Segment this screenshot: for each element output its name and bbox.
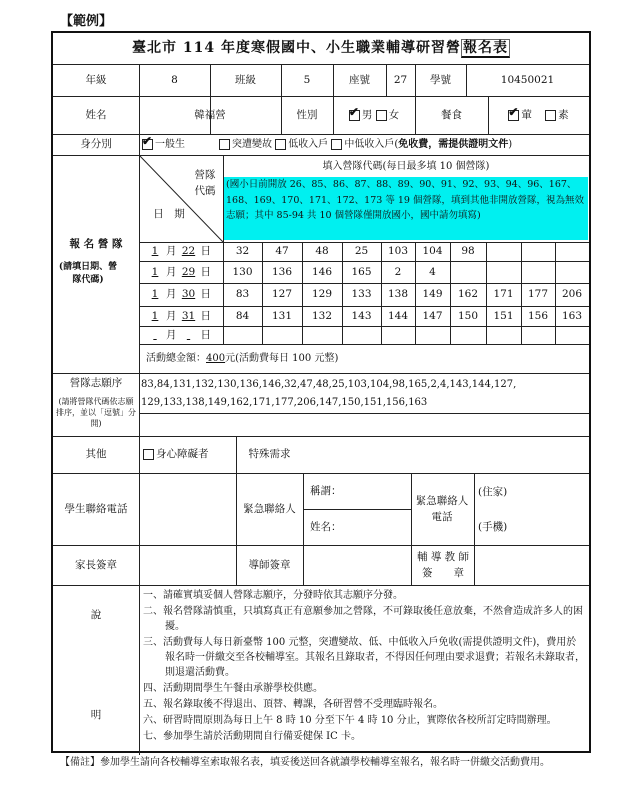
contact-name-label: 姓名：	[310, 520, 342, 533]
camp-code-cell[interactable]: 133	[351, 288, 372, 300]
form-title	[51, 37, 591, 57]
month-unit: 月	[166, 288, 177, 300]
grade-value[interactable]: 8	[171, 73, 178, 86]
total-suffix: 元(活動費每日 100 元整)	[225, 353, 339, 364]
month-unit: 月	[166, 328, 177, 341]
camp-code-cell[interactable]: 83	[235, 288, 250, 300]
camp-code-cell[interactable]	[415, 326, 450, 344]
month-unit: 月	[166, 245, 177, 257]
instruction-body: (國小日前開放 26、85、86、87、88、89、90、91、92、93、94、96、167、168、169、170、171、172、173 等 19 個營隊，填到其他非開放營隊，視為無效志願；其中 85-94 共 10 個營隊僅開放國小，國中請勿填寫)	[226, 179, 584, 221]
camp-code-cell[interactable]: 144	[387, 309, 409, 322]
diag-code-label: 代碼	[194, 184, 216, 197]
camp-code-cell[interactable]: 146	[311, 265, 333, 278]
student-id-label: 學號	[430, 73, 451, 86]
veg-checkbox[interactable]	[545, 110, 556, 121]
general-checkbox[interactable]	[142, 139, 153, 150]
relation-label: 稱謂：	[310, 484, 342, 497]
home-phone-label: (住家)	[478, 485, 508, 498]
emergency-phone-label: 緊急聯絡人電話	[415, 495, 469, 523]
camp-code-cell[interactable]	[486, 242, 521, 261]
name-label: 姓名	[85, 108, 107, 121]
identity-options	[142, 134, 587, 155]
title-main: 臺北市 114 年度寒假國中、小生職業輔導研習營	[132, 40, 461, 56]
male-label: 男	[361, 108, 373, 121]
camp-code-cell[interactable]: 130	[232, 265, 253, 278]
camp-code-cell[interactable]	[381, 326, 415, 344]
note-item: 二、報名營隊請慎重，只填寫真正有意願參加之營隊，不可錄取後任意放棄，不然會造成許多人的困擾。	[143, 606, 583, 632]
meat-checkbox[interactable]	[508, 110, 519, 121]
camp-date	[144, 326, 222, 344]
camp-month[interactable]: 1	[151, 288, 159, 300]
meal-label: 餐食	[441, 108, 462, 121]
camp-code-cell[interactable]	[486, 326, 521, 344]
camp-code-cell[interactable]	[521, 242, 555, 261]
camp-code-cell[interactable]: 162	[457, 288, 479, 300]
camp-day[interactable]	[177, 329, 201, 342]
preference-line-1[interactable]: 83,84,131,132,130,136,146,32,47,48,25,103,104,98,165,2,4,143,144,127,	[141, 378, 517, 390]
seat-value[interactable]: 27	[393, 73, 408, 86]
disabled-label: 身心障礙者	[156, 448, 209, 460]
other-label: 其他	[85, 448, 107, 460]
name-value[interactable]: 韓福營	[194, 108, 226, 121]
gender-label: 性別	[296, 108, 318, 121]
preference-sub: (請將營隊代碼依志願排序，並以「逗號」分開)	[56, 396, 136, 428]
camp-day[interactable]: 30	[181, 288, 196, 300]
camp-code-cell[interactable]: 84	[235, 309, 250, 322]
camp-code-cell[interactable]: 177	[527, 288, 549, 300]
camp-code-cell[interactable]: 149	[422, 288, 443, 300]
note-item: 六、研習時間原則為每日上午 8 時 10 分至下午 4 時 10 分止，實際依各校所訂定時間辦理。	[143, 715, 557, 726]
camp-code-cell[interactable]	[521, 261, 555, 283]
camp-code-cell[interactable]: 48	[315, 245, 329, 257]
veg-label: 素	[558, 108, 569, 121]
note-item: 七、參加學生請於活動期間自行備妥健保 IC 卡。	[143, 731, 361, 742]
notes-label-bottom: 明	[90, 708, 102, 721]
free-note: 免收費，需提供證明文件	[398, 139, 509, 150]
camp-code-cell[interactable]	[302, 326, 342, 344]
student-id-value[interactable]: 10450021	[500, 73, 555, 86]
camp-code-cell[interactable]: 206	[561, 288, 583, 300]
close-paren: )	[508, 139, 513, 150]
note-item: 五、報名錄取後不得退出、頂替、轉課，各研習營不受理臨時報名。	[143, 699, 443, 710]
camp-code-cell[interactable]: 104	[422, 245, 443, 257]
camp-code-cell[interactable]	[486, 261, 521, 283]
day-unit: 日	[200, 245, 211, 257]
camp-code-cell[interactable]: 4	[429, 265, 436, 278]
preference-line-2[interactable]: 129,133,138,149,162,171,177,206,147,150,151,156,163	[141, 396, 428, 408]
grade-label: 年級	[85, 73, 107, 86]
camp-date	[144, 306, 222, 326]
meat-label: 葷	[521, 108, 532, 121]
camp-date	[144, 283, 222, 306]
low-income-label: 低收入戶	[288, 139, 329, 150]
title-highlight: 報名表	[462, 40, 508, 56]
camp-code-cell[interactable]: 138	[387, 288, 409, 300]
identity-label: 身分別	[80, 138, 112, 150]
instruction-title: 填入營隊代碼(每日最多填 10 個營隊)	[322, 160, 490, 172]
meal-options	[488, 96, 589, 134]
camp-code-cell[interactable]	[555, 242, 589, 261]
camp-date	[144, 261, 222, 283]
disabled-checkbox[interactable]	[143, 449, 154, 460]
camp-code-cell[interactable]: 129	[311, 288, 333, 300]
day-unit: 日	[200, 288, 211, 300]
camp-code-cell[interactable]: 131	[271, 309, 293, 322]
camp-code-cell[interactable]: 47	[275, 245, 289, 257]
camp-code-cell[interactable]: 132	[311, 309, 333, 322]
month-unit: 月	[166, 265, 177, 278]
mentor-signature-label: 導師簽章	[248, 558, 291, 571]
camp-month[interactable]: 1	[151, 309, 159, 322]
camp-code-cell[interactable]	[223, 326, 262, 344]
mid-low-income-label: 中低收入戶(	[344, 139, 399, 150]
camp-code-cell[interactable]	[262, 326, 302, 344]
camp-code-cell[interactable]: 156	[527, 309, 549, 322]
unexpected-checkbox[interactable]	[219, 139, 230, 150]
note-item: 四、活動期間學生午餐由承辦學校供應。	[143, 683, 323, 694]
note-item: 三、活動費每人每日新臺幣 100 元整，突遭變故、低、中低收入戶免收(需提供證明文件)，費用於報名時一併繳交至各校輔導室。其報名且錄取者，不得因任何理由要求退費；若報名未錄取者，則退還活動費。	[143, 637, 585, 678]
camp-code-cell[interactable]: 127	[271, 288, 293, 300]
diag-date-label: 日 期	[153, 207, 185, 220]
low-income-checkbox[interactable]	[275, 139, 286, 150]
emergency-contact-label: 緊急聯絡人	[243, 502, 296, 515]
camp-code-cell[interactable]: 150	[457, 309, 479, 322]
class-value[interactable]: 5	[303, 73, 311, 86]
camp-code-cell[interactable]: 147	[422, 309, 443, 322]
camp-code-cell[interactable]: 98	[461, 245, 475, 257]
class-label: 班級	[235, 73, 256, 86]
seat-label: 座號	[349, 73, 370, 86]
parent-signature-label: 家長簽章	[75, 558, 117, 571]
day-unit: 日	[200, 265, 211, 278]
camp-month[interactable]: 1	[151, 265, 159, 278]
total-label: 活動總金額：	[146, 353, 206, 364]
camp-code-cell[interactable]	[342, 326, 381, 344]
camp-month[interactable]: 1	[151, 245, 159, 257]
day-unit: 日	[200, 328, 211, 341]
camp-code-cell[interactable]: 151	[493, 309, 514, 322]
month-unit: 月	[166, 309, 177, 322]
male-checkbox[interactable]	[349, 110, 360, 121]
camp-day[interactable]: 22	[181, 245, 196, 257]
camp-code-cell[interactable]	[450, 261, 486, 283]
camp-date	[144, 242, 222, 261]
gender-options	[333, 96, 415, 134]
special-needs-label: 特殊需求	[248, 448, 291, 460]
camp-day[interactable]: 29	[181, 265, 196, 278]
camp-code-cell[interactable]: 32	[235, 245, 250, 257]
mid-low-income-checkbox[interactable]	[331, 139, 342, 150]
camp-code-cell[interactable]: 2	[394, 265, 402, 278]
camp-code-cell[interactable]: 136	[271, 265, 293, 278]
camp-code-cell[interactable]: 163	[561, 309, 583, 322]
camp-code-cell[interactable]: 171	[493, 288, 514, 300]
page-label: 【範例】	[60, 14, 113, 29]
total-value[interactable]: 400	[206, 353, 226, 364]
total-amount	[146, 344, 586, 373]
counselor-signature-label: 輔 導 教 師 簽 章	[416, 551, 469, 579]
camp-code-cell[interactable]	[555, 326, 589, 344]
preference-label: 營隊志願序	[69, 376, 123, 389]
student-phone-label: 學生聯絡電話	[64, 502, 128, 515]
camp-section-sub: (請填日期、營隊代碼)	[58, 262, 118, 285]
notes-label-top: 說	[90, 608, 102, 621]
disabled-option	[143, 436, 235, 473]
camp-section-label: 報 名 營 隊	[69, 237, 123, 250]
camp-code-cell[interactable]: 103	[387, 245, 409, 257]
camp-code-cell[interactable]	[450, 326, 486, 344]
female-checkbox[interactable]	[376, 110, 387, 121]
camp-code-cell[interactable]: 165	[351, 265, 372, 278]
camp-code-cell[interactable]: 143	[351, 309, 372, 322]
camp-month[interactable]	[144, 329, 166, 342]
diag-camp-label: 營隊	[194, 168, 216, 181]
camp-day[interactable]: 31	[181, 309, 196, 322]
general-label: 一般生	[155, 139, 185, 150]
notes-list	[143, 588, 585, 745]
day-unit: 日	[200, 309, 211, 322]
remark: 【備註】參加學生請向各校輔導室索取報名表，填妥後送回各就讀學校輔導室報名，報名時一併繳交活動費用。	[60, 757, 550, 768]
note-item: 一、請確實填妥個人營隊志願序，分發時依其志願序分發。	[143, 590, 403, 601]
mobile-phone-label: (手機)	[478, 520, 508, 533]
camp-code-cell[interactable]	[555, 261, 589, 283]
female-label: 女	[388, 108, 400, 121]
camp-code-cell[interactable]	[521, 326, 555, 344]
camp-code-cell[interactable]: 25	[354, 245, 369, 257]
unexpected-label: 突遭變故	[232, 139, 272, 150]
